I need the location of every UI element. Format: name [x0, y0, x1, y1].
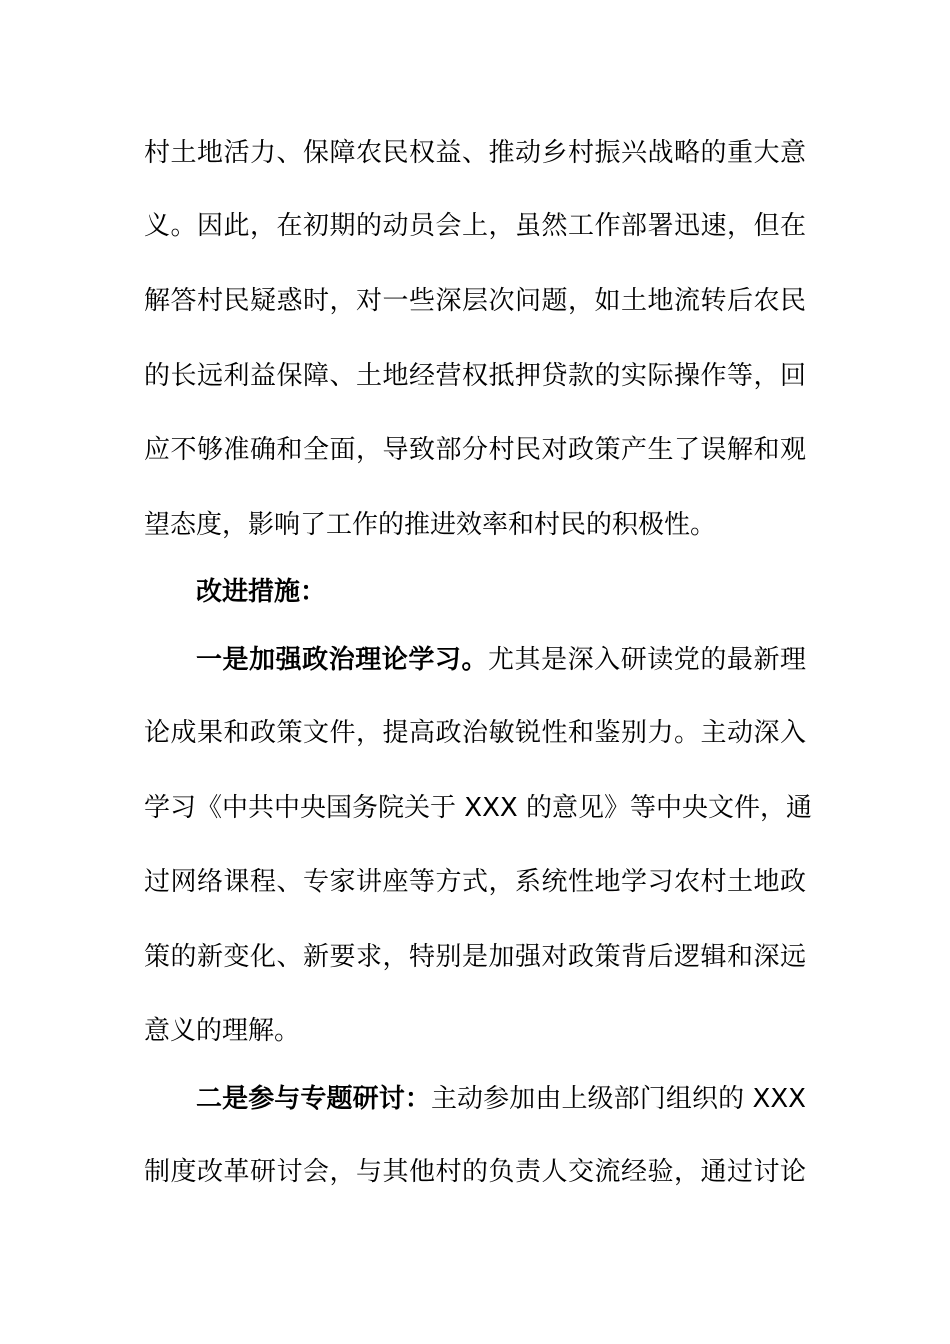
measure-one-line: [196, 640, 806, 680]
body-text-line: 制度改革研讨会，与其他村的负责人交流经验，通过讨论: [144, 1157, 806, 1187]
body-text-line: 策的新变化、新要求，特别是加强对政策背后逻辑和深远: [144, 942, 806, 972]
body-text-line: 学习《中共中央国务院关于 XXX 的意见》等中央文件，通: [144, 793, 812, 823]
body-text-line: 义。因此，在初期的动员会上，虽然工作部署迅速，但在: [144, 211, 806, 241]
section-heading: 改进措施：: [196, 577, 327, 607]
measure-one-text: 尤其是深入研读党的最新理: [488, 645, 806, 675]
measure-two-text: 主动参加由上级部门组织的 XXX: [430, 1084, 806, 1114]
body-text-line: 过网络课程、专家讲座等方式，系统性地学习农村土地政: [144, 867, 806, 897]
body-text-line: 意义的理解。: [144, 1016, 301, 1046]
measure-two-title: 二是参与专题研讨：: [196, 1084, 431, 1114]
body-text-line: 论成果和政策文件，提高政治敏锐性和鉴别力。主动深入: [144, 718, 806, 748]
body-text-line: 村土地活力、保障农民权益、推动乡村振兴战略的重大意: [144, 138, 806, 168]
body-text-line: 的长远利益保障、土地经营权抵押贷款的实际操作等，回: [144, 361, 806, 391]
body-text-line: 应不够准确和全面，导致部分村民对政策产生了误解和观: [144, 435, 806, 465]
body-text-line: 解答村民疑惑时，对一些深层次问题，如土地流转后农民: [144, 286, 806, 316]
body-text-line: 望态度，影响了工作的推进效率和村民的积极性。: [144, 510, 717, 540]
measure-one-title: 一是加强政治理论学习。: [196, 645, 488, 675]
measure-two-line: [196, 1079, 806, 1119]
